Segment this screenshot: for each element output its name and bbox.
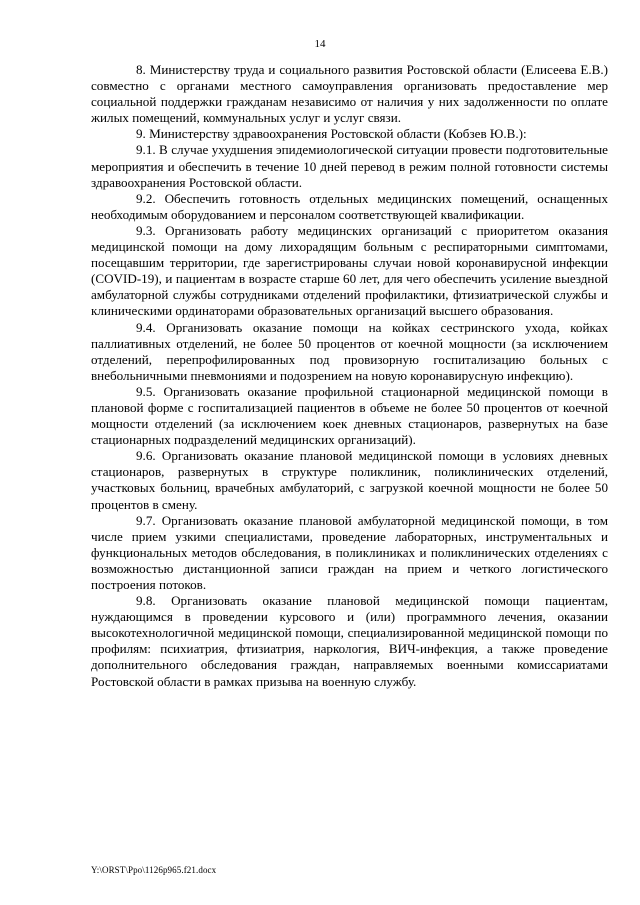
paragraph-9-8: 9.8. Организовать оказание плановой медицинской помощи пациентам, нуждающимся в проведении курсового и (или) программного лечения, оказании высокотехнологичной медицинской помощи, специализированной медицинской помощи по профилям: психиатрия, фтизиатрия, наркология, ВИЧ-инфекция, а также проведение дополнительного обследования граждан, направляемых военными комиссариатами Ростовской области в рамках призыва на военную службу. — [91, 593, 608, 689]
paragraph-9-2: 9.2. Обеспечить готовность отдельных медицинских помещений, оснащенных необходимым оборудованием и персоналом соответствующей квалификации. — [91, 190, 608, 222]
paragraph-9-7: 9.7. Организовать оказание плановой амбулаторной медицинской помощи, в том числе прием узкими специалистами, проведение лабораторных, инструментальных и функциональных методов обследования, в поликлиниках и поликлинических отделениях с возможностью дистанционной записи граждан на прием и четкого логистического построения потоков. — [91, 512, 608, 592]
paragraph-9-3: 9.3. Организовать работу медицинских организаций с приоритетом оказания медицинской помощи на дому лихорадящим больным с респираторными симптомами, посещавшим территории, где зарегистрированы случаи новой коронавирусной инфекции (COVID-19), и пациентам в возрасте старше 60 лет, для чего обеспечить усиление выездной амбулаторной службы сотрудниками отделений профилактики, фтизиатрической службы и клиническими ординаторами образовательных организаций высшего образования. — [91, 222, 608, 319]
paragraph-9-1: 9.1. В случае ухудшения эпидемиологической ситуации провести подготовительные мероприятия и обеспечить в течение 10 дней перевод в режим полной готовности системы здравоохранения Ростовской области. — [91, 142, 608, 190]
footer-file-path: Y:\ORST\Ppo\1126p965.f21.docx — [91, 865, 217, 875]
paragraph-8: 8. Министерству труда и социального развития Ростовской области (Елисеева Е.В.) совместно с органами местного самоуправления организовать предоставление мер социальной поддержки гражданам независимо от наличия у них задолженности по оплате жилых помещений, коммунальных услуг и услуг связи. — [91, 62, 608, 126]
document-body — [91, 62, 608, 690]
paragraph-9: 9. Министерству здравоохранения Ростовской области (Кобзев Ю.В.): — [136, 126, 527, 142]
paragraph-9-5: 9.5. Организовать оказание профильной стационарной медицинской помощи в плановой форме с госпитализацией пациентов в объеме не более 50 процентов от коечной мощности отделений (за исключением коек дневных стационаров, развернутых на базе стационарных подразделений медицинских организаций). — [91, 383, 608, 448]
paragraph-9-6: 9.6. Организовать оказание плановой медицинской помощи в условиях дневных стационаров, развернутых в структуре поликлиник, поликлинических отделений, участковых больниц, врачебных амбулаторий, с загрузкой коечной мощности не более 50 процентов в смену. — [91, 448, 608, 512]
page-number: 14 — [314, 38, 326, 50]
paragraph-9-4: 9.4. Организовать оказание помощи на койках сестринского ухода, койках паллиативных отделений, не более 50 процентов от коечной мощности (за исключением отделений, перепрофилированных под провизорную госпитализацию больных с внебольничными пневмониями и подозрением на новую коронавирусную инфекцию). — [91, 319, 608, 383]
